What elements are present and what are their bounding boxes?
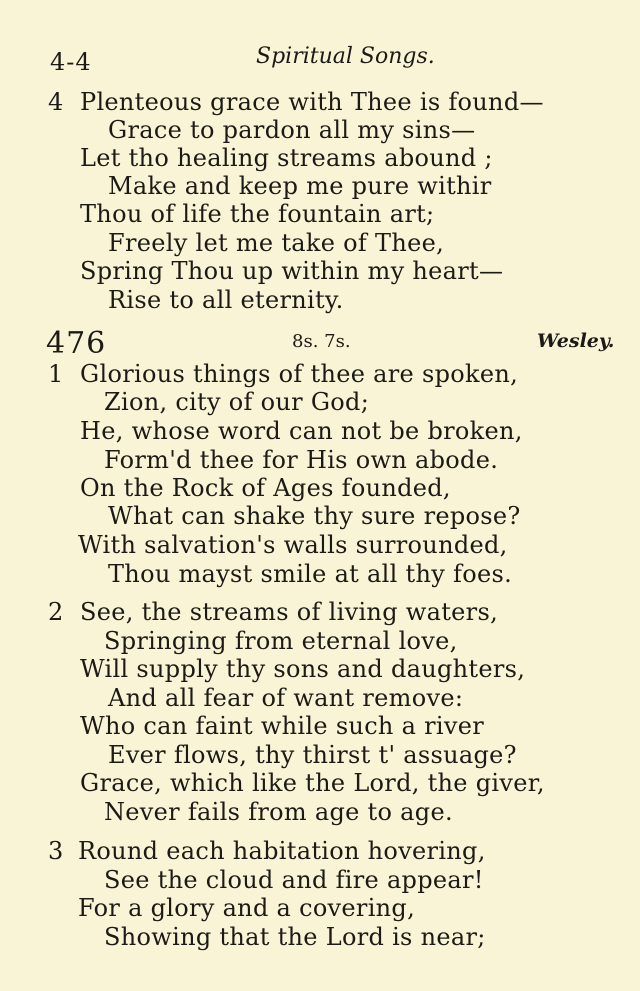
running-title: Spiritual Songs. bbox=[256, 44, 435, 69]
verse-line: Never fails from age to age. bbox=[104, 798, 453, 826]
page-number: 4-4 bbox=[50, 48, 92, 76]
hymn-author: Wesley. bbox=[537, 330, 615, 352]
verse-line: With salvation's walls surrounded, bbox=[78, 531, 508, 559]
verse-line: Springing from eternal love, bbox=[104, 627, 458, 655]
verse-line: And all fear of want remove: bbox=[108, 684, 464, 712]
verse-line: Ever flows, thy thirst t' assuage? bbox=[108, 741, 517, 769]
verse-line: Thou mayst smile at all thy foes. bbox=[108, 560, 513, 588]
verse-line: Round each habitation hovering, bbox=[78, 837, 486, 865]
verse-line: Freely let me take of Thee, bbox=[108, 229, 445, 257]
hymn-meter: 8s. 7s. bbox=[292, 331, 351, 352]
verse-line: On the Rock of Ages founded, bbox=[80, 474, 451, 502]
verse-line: Rise to all eternity. bbox=[108, 286, 344, 314]
verse-line: He, whose word can not be broken, bbox=[80, 417, 523, 445]
verse-line: See, the streams of living waters, bbox=[80, 598, 499, 626]
verse-line: Make and keep me pure withir bbox=[108, 172, 492, 200]
verse-number: 1 bbox=[48, 360, 64, 388]
page-header bbox=[48, 42, 608, 76]
verse-line: Form'd thee for His own abode. bbox=[104, 446, 499, 474]
verse-line: Plenteous grace with Thee is found— bbox=[80, 88, 544, 116]
verse-line: See the cloud and fire appear! bbox=[104, 866, 484, 894]
verse-line: Grace to pardon all my sins— bbox=[108, 116, 476, 144]
verse-line: Spring Thou up within my heart— bbox=[80, 257, 504, 285]
verse-line: Who can faint while such a river bbox=[80, 712, 485, 740]
verse-number: 3 bbox=[48, 837, 64, 865]
verse-line: For a glory and a covering, bbox=[78, 894, 416, 922]
verse-number: 2 bbox=[48, 598, 64, 626]
hymn-number: 476 bbox=[46, 326, 107, 361]
verse-line: What can shake thy sure repose? bbox=[108, 502, 521, 530]
verse-number: 4 bbox=[48, 88, 64, 116]
verse-line: Zion, city of our God; bbox=[104, 388, 370, 416]
verse-line: Showing that the Lord is near; bbox=[104, 923, 486, 951]
verse-line: Let tho healing streams abound ; bbox=[80, 144, 493, 172]
verse-line: Thou of life the fountain art; bbox=[80, 200, 435, 228]
verse-line: Will supply thy sons and daughters, bbox=[80, 655, 526, 683]
verse-line: Grace, which like the Lord, the giver, bbox=[80, 769, 545, 797]
verse-line: Glorious things of thee are spoken, bbox=[80, 360, 519, 388]
